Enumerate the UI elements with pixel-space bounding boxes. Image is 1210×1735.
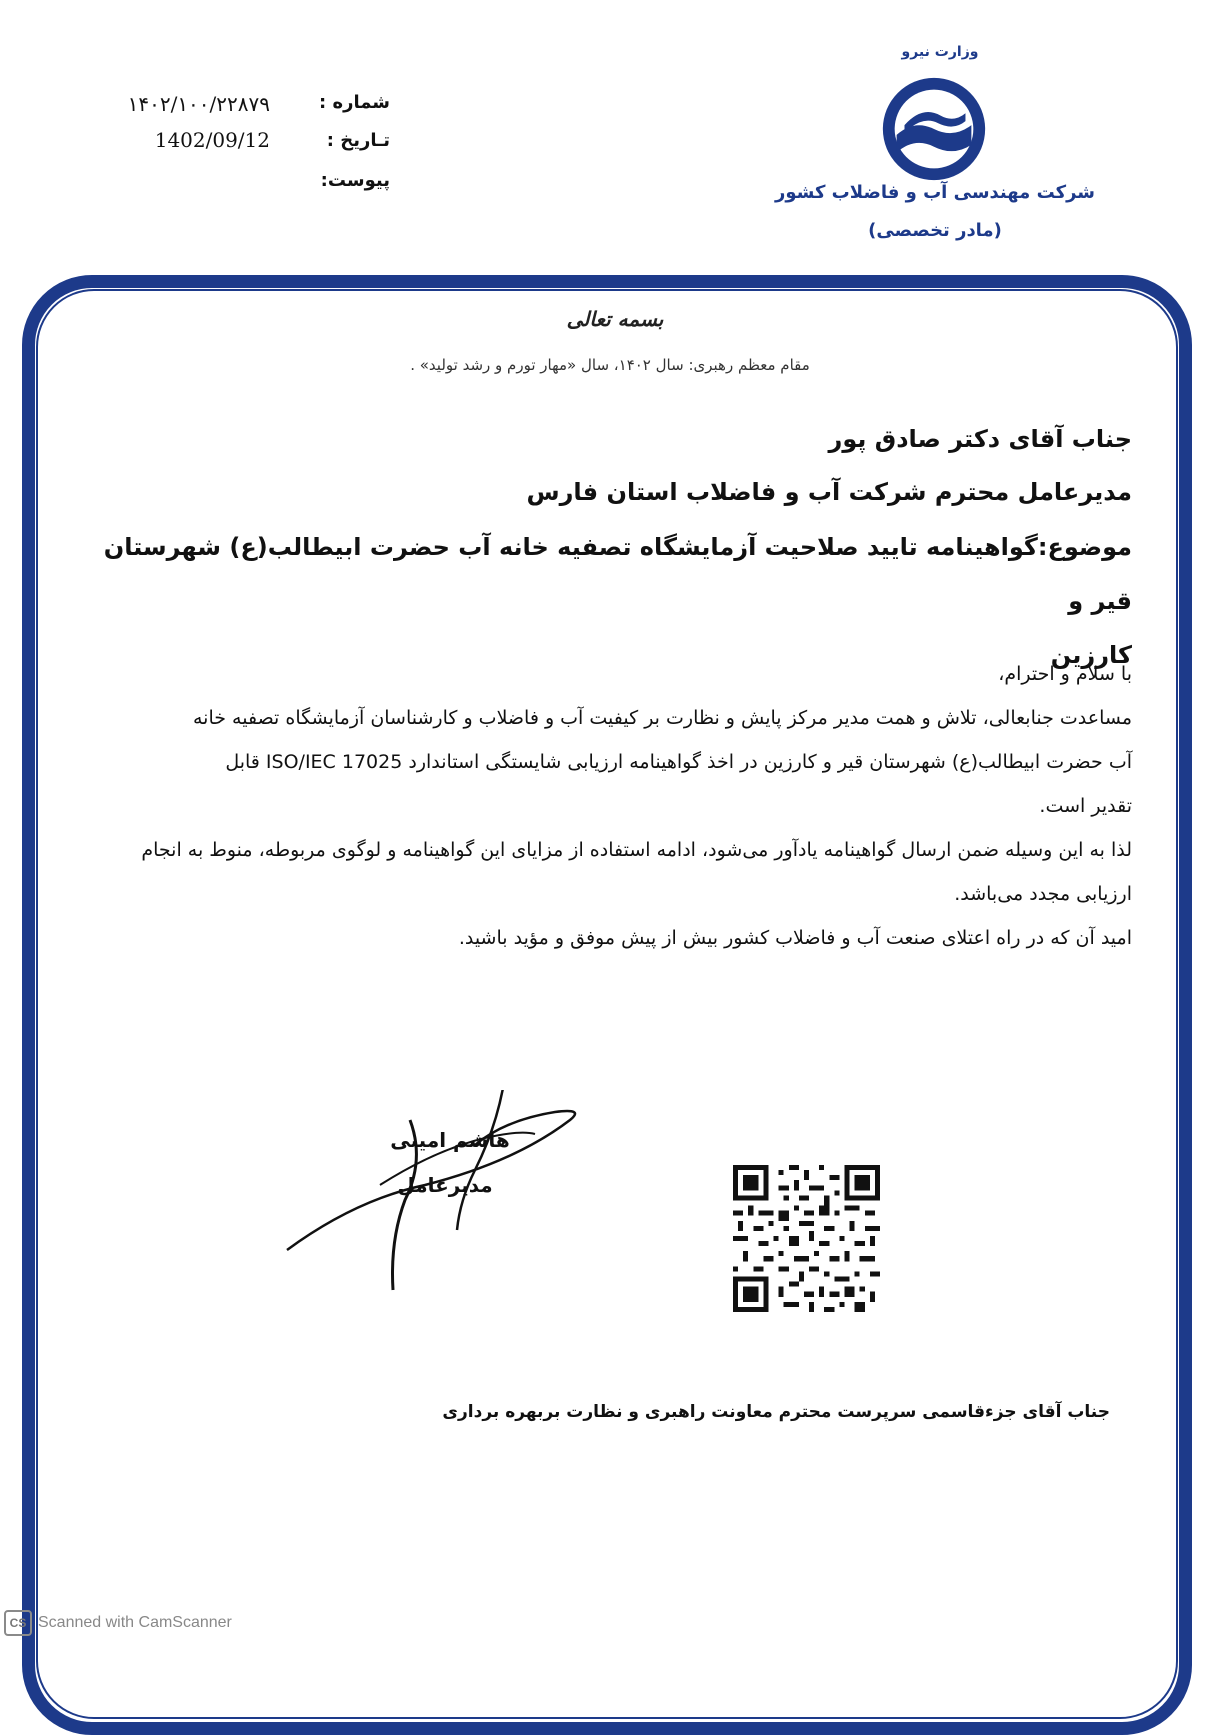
subject-line: کارزین <box>1050 641 1132 669</box>
handwritten-signature-icon <box>285 1090 595 1300</box>
signer-title: مدیرعامل <box>397 1173 493 1197</box>
number-value: ۱۴۰۲/۱۰۰/۲۲۸۷۹ <box>127 92 270 116</box>
company-subtitle: (مادر تخصصی) <box>868 220 1002 241</box>
addressee-title: مدیرعامل محترم شرکت آب و فاضلاب استان فارس <box>526 478 1132 506</box>
body-line: امید آن که در راه اعتلای صنعت آب و فاضلاب کشور بیش از پیش موفق و مؤید باشید. <box>458 927 1132 949</box>
letter-body <box>72 652 1132 960</box>
body-line: تقدیر است. <box>1039 795 1132 817</box>
date-label: تـاریخ : <box>326 130 390 151</box>
subject-line: موضوع:گواهینامه تایید صلاحیت آزمایشگاه تصفیه خانه آب حضرت ابیطالب(ع) شهرستان قیر و <box>103 533 1132 615</box>
body-line: آب حضرت ابیطالب(ع) شهرستان قیر و کارزین در اخذ گواهینامه ارزیابی شایستگی استاندارد ISO/IEC 17025 قابل <box>225 751 1132 773</box>
number-label: شماره : <box>319 92 390 113</box>
ministry-label: وزارت نیرو <box>901 44 979 60</box>
camscanner-icon: CS <box>4 1610 32 1636</box>
addressee-name: جناب آقای دکتر صادق پور <box>828 425 1132 453</box>
body-line: لذا به این وسیله ضمن ارسال گواهینامه یادآور می‌شود، ادامه استفاده از مزایای این گواهینامه و لوگوی مربوطه، منوط به انجام <box>141 839 1132 861</box>
company-name: شرکت مهندسی آب و فاضلاب کشور <box>774 182 1095 203</box>
qr-code-icon <box>733 1165 880 1312</box>
signer-name: هاشم امینی <box>390 1128 510 1152</box>
scanner-watermark <box>4 1608 232 1638</box>
scanner-watermark-text: Scanned with CamScanner <box>38 1614 232 1631</box>
date-value: 1402/09/12 <box>154 128 270 152</box>
body-line: مساعدت جنابعالی، تلاش و همت مدیر مرکز پایش و نظارت بر کیفیت آب و فاضلاب و کارشناسان آزمایشگاه تصفیه خانه <box>193 707 1132 729</box>
leader-motto: مقام معظم رهبری: سال ۱۴۰۲، سال «مهار تورم و رشد تولید» . <box>410 356 810 374</box>
greeting: با سلام و احترام، <box>998 663 1132 685</box>
body-line: ارزیابی مجدد می‌باشد. <box>954 883 1132 905</box>
attachment-label: پیوست: <box>320 170 390 191</box>
carbon-copy-recipient: جناب آقای جزءقاسمی سرپرست محترم معاونت راهبری و نظارت بربهره برداری <box>442 1402 1110 1422</box>
bismillah: بسمه تعالی <box>566 307 664 331</box>
company-logo-icon <box>875 70 993 188</box>
